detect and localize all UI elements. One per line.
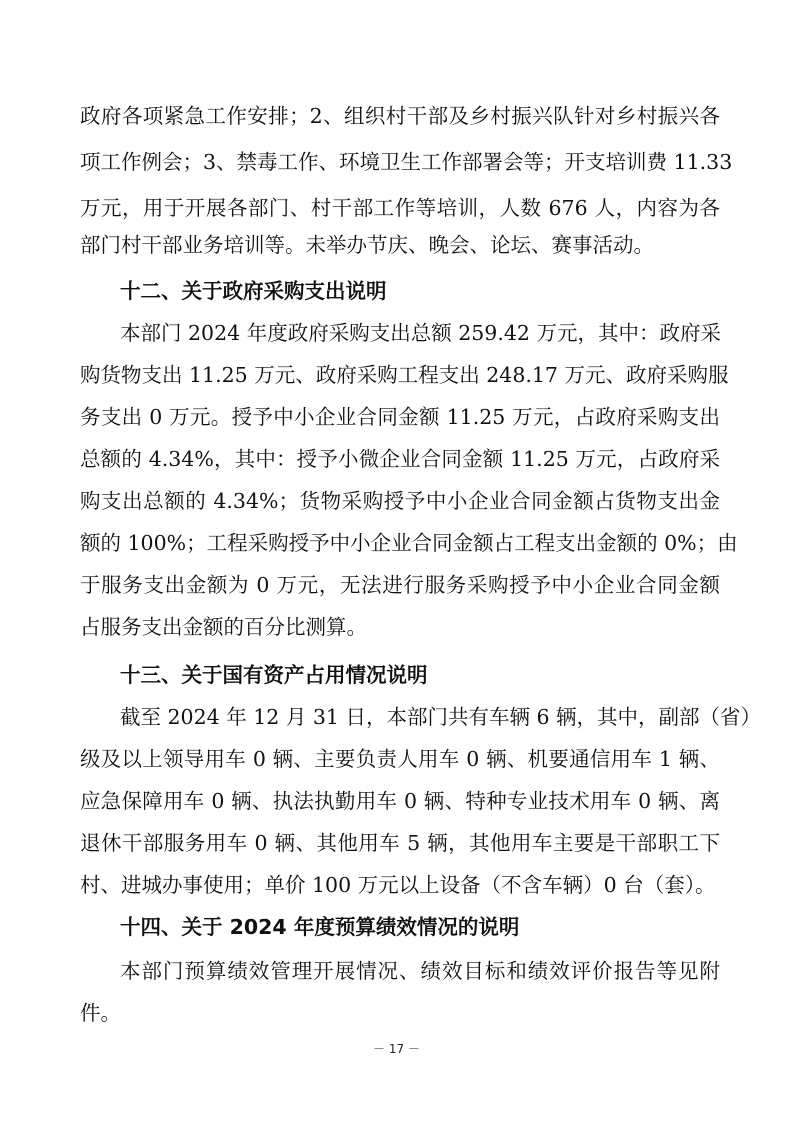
section-12-line: 务支出 0 万元。授予中小企业合同金额 11.25 万元，占政府采购支出	[80, 405, 720, 429]
section-13-heading: 十三、关于国有资产占用情况说明	[120, 663, 428, 687]
section-13-line: 村、进城办事使用；单价 100 万元以上设备（不含车辆）0 台（套）。	[80, 873, 716, 897]
section-13-line: 退休干部服务用车 0 辆、其他用车 5 辆，其他用车主要是干部职工下	[80, 831, 720, 855]
section-12-line: 额的 100%；工程采购授予中小企业合同金额占工程支出金额的 0%；由	[80, 531, 738, 555]
section-13-line: 截至 2024 年 12 月 31 日，本部门共有车辆 6 辆，其中，副部（省）	[120, 705, 762, 729]
body-text-line: 项工作例会；3、禁毒工作、环境卫生工作部署会等；开支培训费 11.33	[80, 150, 733, 174]
section-12-line: 于服务支出金额为 0 万元，无法进行服务采购授予中小企业合同金额	[80, 573, 720, 597]
section-12-line: 占服务支出金额的百分比测算。	[80, 615, 367, 639]
section-12-line: 购货物支出 11.25 万元、政府采购工程支出 248.17 万元、政府采购服	[80, 363, 729, 387]
section-12-line: 总额的 4.34%，其中：授予小微企业合同金额 11.25 万元，占政府采	[80, 447, 720, 471]
section-14-heading: 十四、关于 2024 年度预算绩效情况的说明	[120, 915, 520, 939]
page-number: － 17 －	[373, 1042, 420, 1056]
body-text-line: 万元，用于开展各部门、村干部工作等培训，人数 676 人，内容为各	[80, 196, 720, 220]
section-13-line: 应急保障用车 0 辆、执法执勤用车 0 辆、特种专业技术用车 0 辆、离	[80, 789, 720, 813]
section-13-line: 级及以上领导用车 0 辆、主要负责人用车 0 辆、机要通信用车 1 辆、	[80, 747, 720, 771]
section-12-line: 本部门 2024 年度政府采购支出总额 259.42 万元，其中：政府采	[120, 321, 721, 345]
section-14-line: 本部门预算绩效管理开展情况、绩效目标和绩效评价报告等见附	[120, 959, 720, 983]
section-12-line: 购支出总额的 4.34%；货物采购授予中小企业合同金额占货物支出金	[80, 489, 720, 513]
body-text-line: 政府各项紧急工作安排；2、组织村干部及乡村振兴队针对乡村振兴各	[80, 104, 720, 128]
body-text-line: 部门村干部业务培训等。未举办节庆、晚会、论坛、赛事活动。	[80, 233, 654, 257]
section-14-line: 件。	[80, 1001, 121, 1025]
section-12-heading: 十二、关于政府采购支出说明	[120, 279, 387, 303]
